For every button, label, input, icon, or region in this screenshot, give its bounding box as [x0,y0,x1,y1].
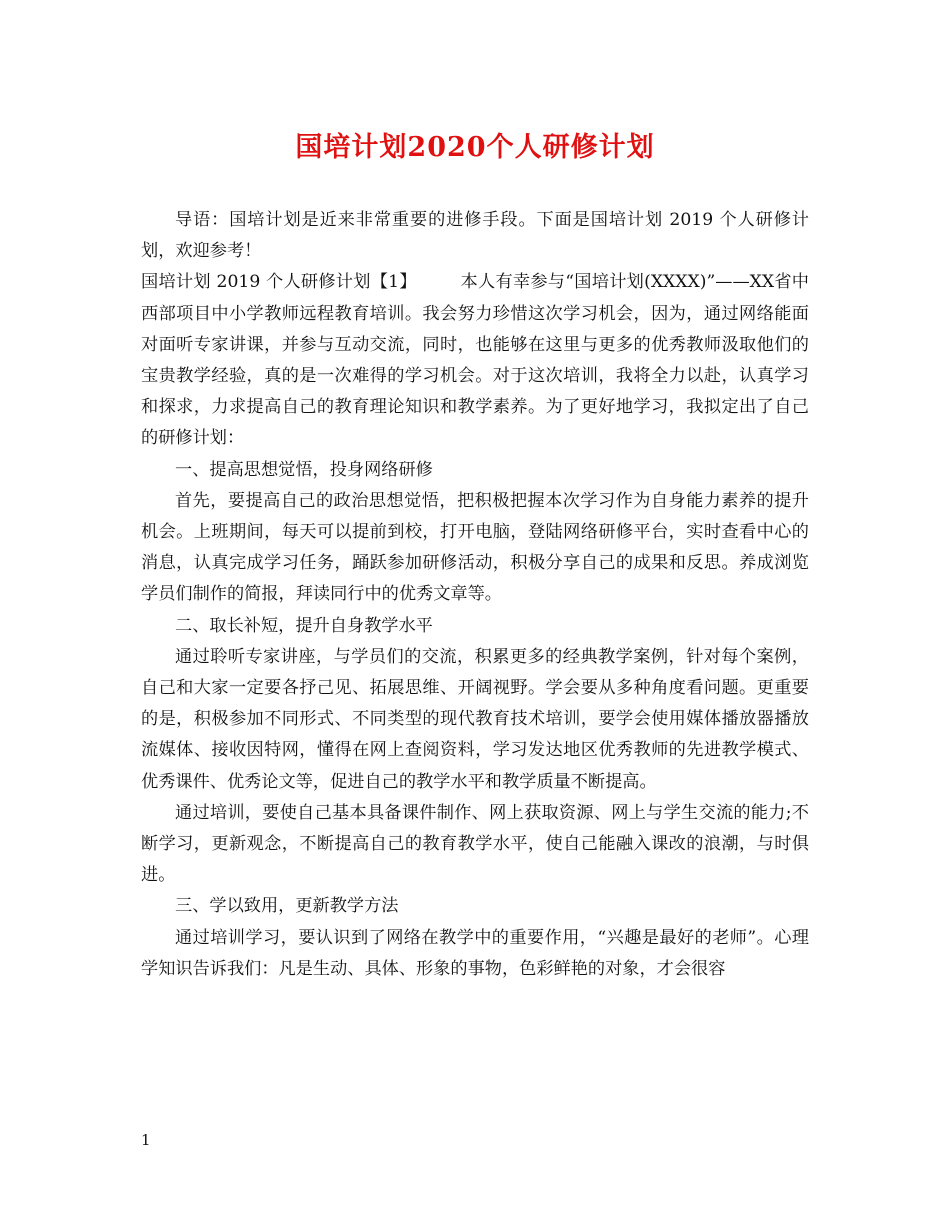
paragraph-section-2a: 通过聆听专家讲座，与学员们的交流，积累更多的经典教学案例，针对每个案例，自己和大家一定要各抒己见、拓展思维、开阔视野。学会要从多种角度看问题。更重要的是，积极参加不同形式、不同类型的现代教育技术培训，要学会使用媒体播放器播放流媒体、接收因特网，懂得在网上查阅资料，学习发达地区优秀教师的先进教学模式、优秀课件、优秀论文等，促进自己的教学水平和教学质量不断提高。 [141,646,809,792]
section-heading-2: 二、取长补短，提升自身教学水平 [175,615,433,636]
paragraph-section-1: 首先，要提高自己的政治思想觉悟，把积极把握本次学习作为自身能力素养的提升机会。上班期间，每天可以提前到校，打开电脑，登陆网络研修平台，实时查看中心的消息，认真完成学习任务，踊跃参加研修活动，积极分享自己的成果和反思。养成浏览学员们制作的简报，拜读同行中的优秀文章等。 [141,490,809,605]
paragraph-intro: 导语：国培计划是近来非常重要的进修手段。下面是国培计划 2019 个人研修计划，欢迎参考！ [141,210,809,262]
paragraph-plan-opening: 国培计划 2019 个人研修计划【1】 本人有幸参与“国培计划(XXXX)”——XX省中西部项目中小学教师远程教育培训。我会努力珍惜这次学习机会，因为，通过网络能面对面听专家讲课，并参与互动交流，同时，也能够在这里与更多的优秀教师汲取他们的宝贵教学经验，真的是一次难得的学习机会。对于这次培训，我将全力以赴，认真学习和探求，力求提高自己的教育理论知识和教学素养。为了更好地学习，我拟定出了自己的研修计划： [141,272,809,449]
document-title: 国培计划2020个人研修计划 [295,132,655,163]
paragraph-section-3: 通过培训学习，要认识到了网络在教学中的重要作用，“兴趣是最好的老师”。心理学知识告诉我们：凡是生动、具体、形象的事物，色彩鲜艳的对象，才会很容 [141,927,809,979]
paragraph-section-2b: 通过培训，要使自己基本具备课件制作、网上获取资源、网上与学生交流的能力;不断学习，更新观念，不断提高自己的教育教学水平，使自己能融入课改的浪潮，与时俱进。 [141,802,809,886]
section-heading-3: 三、学以致用，更新教学方法 [175,896,399,917]
page-number: 1 [141,1131,151,1149]
document-body [141,205,809,985]
section-heading-1: 一、提高思想觉悟，投身网络研修 [175,459,433,480]
